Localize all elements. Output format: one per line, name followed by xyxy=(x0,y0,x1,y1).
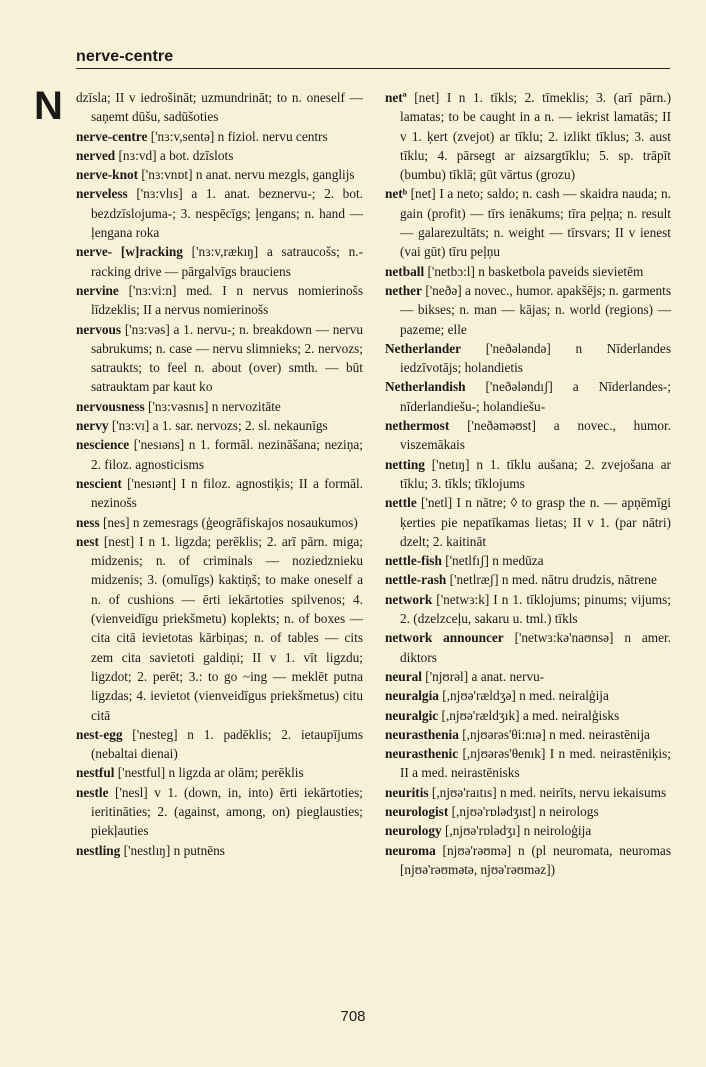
headword: nerveless xyxy=(76,186,128,202)
running-head: nerve-centre xyxy=(76,48,174,65)
headword: network announcer xyxy=(385,630,504,646)
entry-definition: ['nestlıŋ] n putnēns xyxy=(120,842,225,858)
dictionary-entry xyxy=(385,744,671,783)
dictionary-entry xyxy=(385,667,671,686)
entry-definition: ['nɜ:vlıs] a 1. anat. beznervu-; 2. bot. bezdzīslojuma-; 3. nespēcīgs; ļengans; n. hand — ļengana roka xyxy=(91,186,363,241)
dictionary-entry xyxy=(385,88,671,184)
headword: nervous xyxy=(76,321,122,337)
headword: nest xyxy=(76,533,99,549)
headword: neuroma xyxy=(385,842,436,858)
dictionary-entry xyxy=(76,397,363,416)
dictionary-entry xyxy=(385,377,671,416)
headword: nervousness xyxy=(76,398,145,414)
headword: neuritis xyxy=(385,784,429,800)
headword: netª xyxy=(385,90,407,105)
entry-definition: ['neðə] a novec., humor. apakšējs; n. garments — bikses; n. man — kājas; n. world (regions) — pazeme; elle xyxy=(400,282,671,337)
section-letter: N xyxy=(34,84,63,128)
dictionary-entry xyxy=(76,281,363,320)
dictionary-entry xyxy=(76,532,363,725)
headword: neurologist xyxy=(385,803,449,819)
dictionary-entry xyxy=(76,783,363,841)
headword: network xyxy=(385,591,433,607)
dictionary-entry xyxy=(76,416,363,435)
page-header xyxy=(76,48,670,69)
entry-definition: [nɜ:vd] a bot. dzīslots xyxy=(115,147,234,163)
headword: netball xyxy=(385,263,425,279)
left-column xyxy=(76,88,363,860)
headword: neuralgic xyxy=(385,707,439,723)
dictionary-entry xyxy=(385,570,671,589)
headword: nest-egg xyxy=(76,726,123,742)
dictionary-entry xyxy=(385,262,671,281)
entry-definition: [nes] n zemesrags (ģeogrāfiskajos nosaukumos) xyxy=(99,514,358,530)
headword: neurasthenia xyxy=(385,726,459,742)
headword: nestful xyxy=(76,765,115,781)
headword: nestling xyxy=(76,842,121,858)
dictionary-entry xyxy=(385,783,671,802)
entry-definition: [net] I n 1. tīkls; 2. tīmeklis; 3. (arī pārn.) lamatas; to be caught in a n. — iekrist lamatās; II v 1. ķert (zvejot) ar tīklu; 2. izlikt tīklus; 3. aust tīklu; 4. pārsegt ar aizsargtīklu; 5. sp. trāpīt (bumbu) tīklā; gūt vārtus (grozu) xyxy=(400,90,671,183)
entry-definition: ['nesteg] n 1. padēklis; 2. ietaupījums (nebaltai dienai) xyxy=(91,726,363,762)
headword: nerved xyxy=(76,147,116,163)
entry-definition: ['netl] I n nātre; ◊ to grasp the n. — apņēmīgi ķerties pie nepatīkamas lietas; II v 1. (par nātri) dzelt; 2. kaitināt xyxy=(400,495,671,549)
headword: nettle xyxy=(385,495,417,511)
entry-definition: ['nesl] v 1. (down, in, into) ērti iekārtoties; ieritināties; 2. (against, among, on) pieglausties; piekļauties xyxy=(91,784,363,839)
dictionary-entry xyxy=(76,435,363,474)
entry-definition: ['netlræʃ] n med. nātru drudzis, nātrene xyxy=(446,572,657,588)
dictionary-entry xyxy=(76,513,363,532)
dictionary-entry xyxy=(76,184,363,242)
entry-definition: ['nɜ:vi:n] med. I n nervus nomierinošs līdzeklis; II a nervus nomierinošs xyxy=(91,282,363,318)
headword: nerve-knot xyxy=(76,167,139,183)
dictionary-entry xyxy=(76,320,363,397)
headword: nethermost xyxy=(385,418,450,434)
dictionary-entry xyxy=(385,802,671,821)
entry-definition: ['nesıəns] n 1. formāl. nezināšana; neziņa; 2. filoz. agnosticisms xyxy=(91,437,363,472)
dictionary-entry xyxy=(76,127,363,146)
dictionary-entry xyxy=(76,474,363,513)
dictionary-entry xyxy=(76,841,363,860)
headword: nervine xyxy=(76,282,119,298)
headword: nettle-rash xyxy=(385,572,447,588)
entry-definition: [,njʊə'rældʒə] n med. neiralģija xyxy=(438,688,609,704)
dictionary-entry xyxy=(385,416,671,455)
dictionary-entry xyxy=(76,146,363,165)
dictionary-entry xyxy=(76,242,363,281)
headword: Netherlander xyxy=(385,340,462,356)
entry-definition: [,njʊə'rældʒık] a med. neiralģisks xyxy=(438,707,620,723)
headword: nerve-centre xyxy=(76,128,148,144)
entry-definition: ['njʊrəl] a anat. nervu- xyxy=(421,668,545,684)
dictionary-entry xyxy=(76,165,363,184)
entry-definition: ['nɜ:vəsnıs] n nervozitāte xyxy=(144,398,281,414)
entry-definition: [net] I a neto; saldo; n. cash — skaidra nauda; n. gain (profit) — tīrs ienākums; tīra peļņa; n. result — galarezultāts; n. weight — tīrsvars; II v ienest (vai gūt) tīru peļņu xyxy=(400,186,671,260)
entry-definition: [nest] I n 1. ligzda; perēklis; 2. arī pārn. miga; midzenis; n. of criminals — noziedznieku midzenis; 3. (omulīgs) kaktiņš; to make oneself a n. of cushions — ērti iekārtoties spilvenos; 4. (vienveidīgu priekšmetu) koplekts; n. of boxes — cita citā ievietotas kārbiņas; n. of tables — cits zem cita savietoti galdiņi; II v 1. vīt ligzdu; ligzdot; 2. perēt; 3.: to go ~ing — meklēt putna ligzdas; 4. ievietot (vienveidīgus priekšmetus) citu citā xyxy=(91,533,363,723)
entry-definition: ['netlfıʃ] n medūza xyxy=(441,553,544,569)
entry-definition: ['neðələndıʃ] a Nīderlandes-; nīderlandiešu-; holandiešu- xyxy=(400,379,671,414)
dictionary-entry xyxy=(385,455,671,494)
headword: Netherlandish xyxy=(385,379,466,395)
dictionary-entry xyxy=(385,706,671,725)
dictionary-entry xyxy=(385,628,671,667)
entry-definition: ['nɜ:vı] a 1. sar. nervozs; 2. sl. nekaunīgs xyxy=(108,418,328,434)
dictionary-entry xyxy=(385,590,671,629)
headword: neural xyxy=(385,668,422,684)
right-column xyxy=(385,88,671,879)
headword: nescient xyxy=(76,475,122,491)
entry-definition: dzīsla; II v iedrošināt; uzmundrināt; to n. oneself — saņemt dūšu, sadūšoties xyxy=(76,90,363,125)
dictionary-entry xyxy=(76,763,363,782)
entry-definition: ['nestful] n ligzda ar olām; perēklis xyxy=(114,765,304,781)
headword: netting xyxy=(385,456,425,472)
entry-definition: ['neðəməʊst] a novec., humor. viszemākais xyxy=(400,418,671,453)
headword: neuralgia xyxy=(385,688,439,704)
entry-definition: [njʊə'rəʊmə] n (pl neuromata, neuromas [njʊə'rəʊmətə, njʊə'rəʊməz]) xyxy=(400,842,671,877)
dictionary-entry xyxy=(385,841,671,880)
entry-definition: ['nɜ:vnɒt] n anat. nervu mezgls, ganglijs xyxy=(138,167,355,183)
entry-definition: ['nɜ:v,rækıŋ] a satraucošs; n.-racking drive — pārgalvīgs brauciens xyxy=(91,244,363,279)
entry-definition: ['neðələndə] n Nīderlandes iedzīvotājs; holandietis xyxy=(400,340,671,376)
dictionary-entry xyxy=(385,493,671,551)
headword: nettle-fish xyxy=(385,553,442,569)
entry-definition: ['nɜ:v,sentə] n fiziol. nervu centrs xyxy=(147,128,328,144)
dictionary-entry xyxy=(385,281,671,339)
entry-definition: ['netwɜ:kə'naʊnsə] n amer. diktors xyxy=(400,630,671,665)
entry-definition: [,njʊə'rɒlədʒı] n neiroloģija xyxy=(441,823,592,839)
dictionary-entry xyxy=(385,184,671,261)
entry-definition: [,njʊərəs'θi:nıə] n med. neirastēnija xyxy=(458,726,650,742)
page-number: 708 xyxy=(340,1008,366,1025)
entry-definition: ['netbɔ:l] n basketbola paveids sievietēm xyxy=(424,263,644,279)
headword: neurasthenic xyxy=(385,746,459,762)
dictionary-entry xyxy=(76,725,363,764)
entry-definition: [,njʊə'rɒlədʒıst] n neirologs xyxy=(448,803,599,819)
headword: ness xyxy=(76,514,100,530)
headword: nerve- [w]racking xyxy=(76,244,183,260)
headword: nervy xyxy=(76,418,109,434)
dictionary-entry xyxy=(385,821,671,840)
entry-definition: [,njʊərəs'θenık] I n med. neirastēniķis; II a med. neirastēnisks xyxy=(400,746,671,781)
headword: nether xyxy=(385,282,422,298)
dictionary-entry xyxy=(385,686,671,705)
headword: neurology xyxy=(385,823,442,839)
dictionary-entry xyxy=(76,88,363,127)
dictionary-entry xyxy=(385,725,671,744)
headword: nescience xyxy=(76,437,130,453)
headword: nestle xyxy=(76,784,109,800)
entry-definition: ['nesıənt] I n filoz. agnostiķis; II a formāl. nezinošs xyxy=(91,475,363,511)
entry-definition: ['nɜ:vəs] a 1. nervu-; n. breakdown — nervu sabrukums; n. case — nervu slimnieks; 2. nervozs; satraukts; to feel n. about (over) smth. — būt satrauktam par kaut ko xyxy=(91,321,363,395)
entry-definition: [,njʊə'raıtıs] n med. neirīts, nervu iekaisums xyxy=(428,784,667,800)
entry-definition: ['netwɜ:k] I n 1. tīklojums; pinums; vijums; 2. (dzelzceļu, sakaru u. tml.) tīkls xyxy=(400,591,671,627)
entry-definition: ['netıŋ] n 1. tīklu aušana; 2. zvejošana ar tīklu; 3. tīkls; tīklojums xyxy=(400,456,671,491)
headword: netᵇ xyxy=(385,186,408,202)
dictionary-entry xyxy=(385,551,671,570)
dictionary-entry xyxy=(385,339,671,378)
